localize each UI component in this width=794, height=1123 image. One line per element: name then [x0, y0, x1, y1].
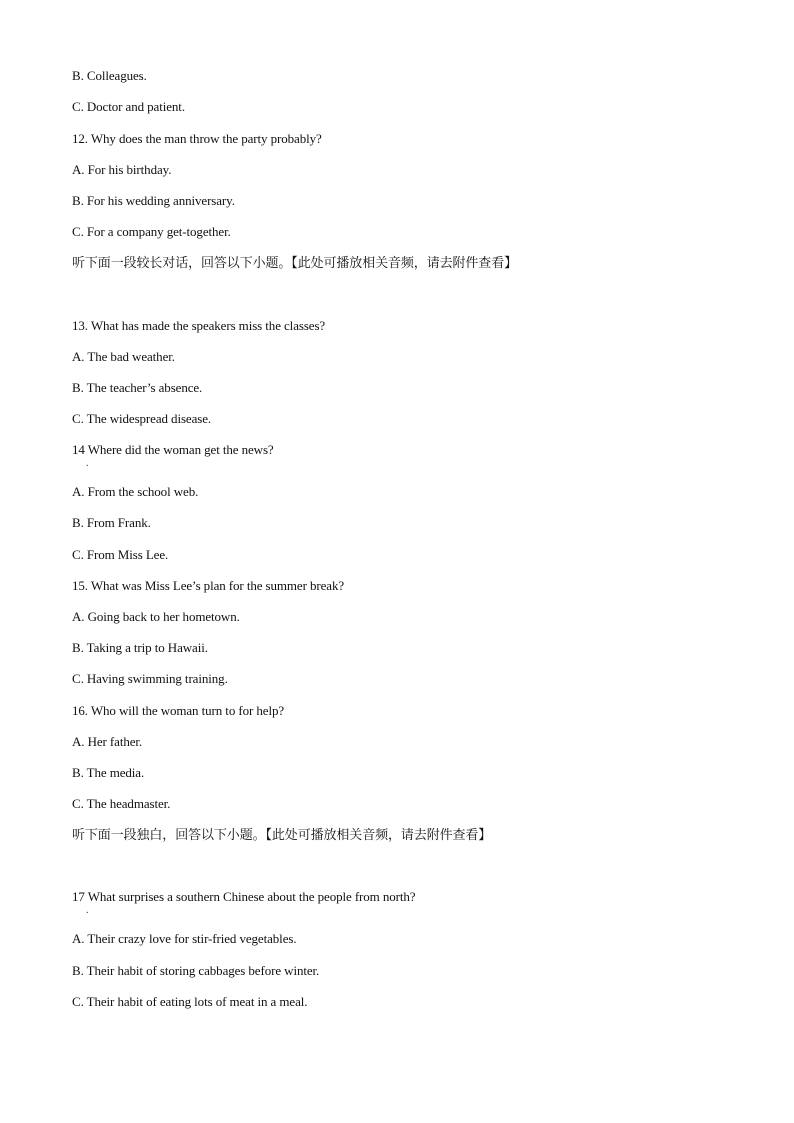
option-14-b: B. From Frank.: [72, 515, 151, 530]
option-12-b: B. For his wedding anniversary.: [72, 193, 235, 208]
option-17-c: C. Their habit of eating lots of meat in a meal.: [72, 994, 308, 1009]
option-16-b: B. The media.: [72, 765, 145, 780]
option-13-c: C. The widespread disease.: [72, 411, 212, 426]
option-11-c: C. Doctor and patient.: [72, 99, 185, 114]
question-14: 14 Where did the woman get the news?: [72, 442, 274, 457]
option-14-a: A. From the school web.: [72, 484, 199, 499]
section-instruction-monologue: 听下面一段独白，回答以下小题。【此处可播放相关音频，请去附件查看】: [72, 828, 492, 843]
option-14-c: C. From Miss Lee.: [72, 547, 169, 562]
option-12-a: A. For his birthday.: [72, 162, 172, 177]
option-16-a: A. Her father.: [72, 734, 143, 749]
option-13-b: B. The teacher’s absence.: [72, 380, 203, 395]
option-15-c: C. Having swimming training.: [72, 671, 228, 686]
stray-dot-mark: .: [86, 905, 89, 916]
option-15-a: A. Going back to her hometown.: [72, 609, 240, 624]
option-15-b: B. Taking a trip to Hawaii.: [72, 640, 208, 655]
stray-dot-mark: .: [86, 458, 89, 469]
question-15: 15. What was Miss Lee’s plan for the summer break?: [72, 578, 345, 593]
option-12-c: C. For a company get-together.: [72, 224, 231, 239]
section-instruction-dialogue: 听下面一段较长对话，回答以下小题。【此处可播放相关音频，请去附件查看】: [72, 256, 518, 271]
option-17-a: A. Their crazy love for stir-fried vegetables.: [72, 931, 297, 946]
option-16-c: C. The headmaster.: [72, 796, 171, 811]
option-13-a: A. The bad weather.: [72, 349, 175, 364]
question-13: 13. What has made the speakers miss the classes?: [72, 318, 326, 333]
question-12: 12. Why does the man throw the party probably?: [72, 131, 322, 146]
question-16: 16. Who will the woman turn to for help?: [72, 703, 285, 718]
option-17-b: B. Their habit of storing cabbages before winter.: [72, 963, 320, 978]
option-11-b: B. Colleagues.: [72, 68, 147, 83]
question-17: 17 What surprises a southern Chinese about the people from north?: [72, 889, 416, 904]
